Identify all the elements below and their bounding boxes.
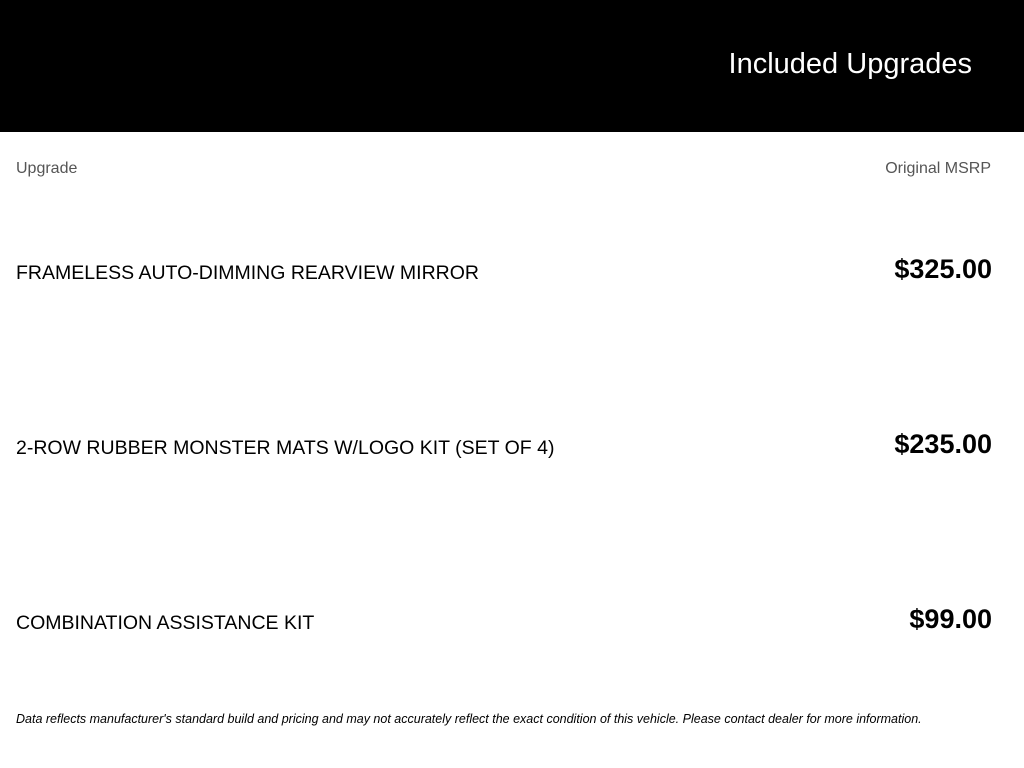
upgrade-price: $325.00 [894, 254, 992, 284]
page-header [0, 0, 1024, 132]
upgrade-row [0, 423, 1024, 473]
page-title: Included Upgrades [728, 48, 972, 80]
upgrade-row [0, 598, 1024, 648]
column-header-upgrade: Upgrade [16, 160, 78, 177]
upgrade-name: 2-ROW RUBBER MONSTER MATS W/LOGO KIT (SET OF 4) [16, 437, 555, 459]
upgrade-name: COMBINATION ASSISTANCE KIT [16, 612, 315, 634]
upgrade-price: $99.00 [909, 604, 992, 634]
column-header-msrp: Original MSRP [885, 160, 991, 177]
disclaimer-text: Data reflects manufacturer's standard build and pricing and may not accurately reflect the exact condition of this vehicle. Please contact dealer for more information. [16, 712, 922, 726]
upgrade-price: $235.00 [894, 429, 992, 459]
upgrade-name: FRAMELESS AUTO-DIMMING REARVIEW MIRROR [16, 262, 479, 284]
upgrade-row [0, 248, 1024, 298]
